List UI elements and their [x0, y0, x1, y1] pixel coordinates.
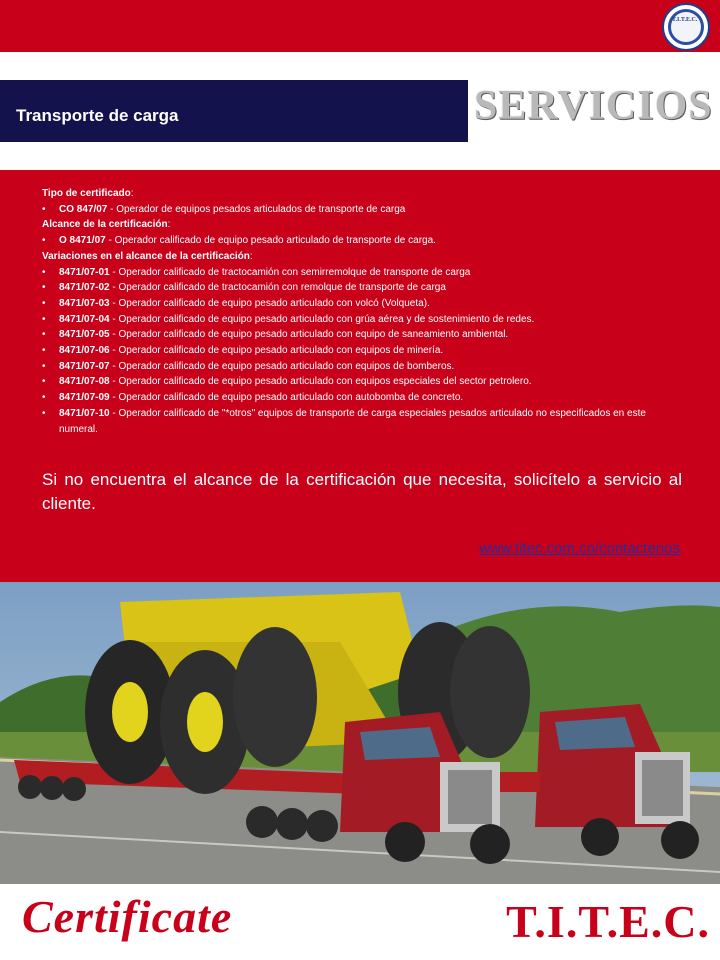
variation-item: • 8471/07-01 - Operador calificado de tractocamión con semirremolque de transporte de carga	[42, 265, 682, 281]
bullet-icon: •	[42, 282, 46, 294]
top-banner	[0, 0, 720, 52]
section-label: Transporte de carga	[16, 106, 179, 125]
variation-item: • 8471/07-03 - Operador calificado de equipo pesado articulado con volcó (Volqueta).	[42, 296, 682, 312]
type-item	[42, 202, 682, 218]
bullet-icon: •	[42, 266, 46, 278]
bullet-icon: •	[42, 297, 46, 309]
titec-seal-logo	[662, 3, 710, 51]
contact-link[interactable]: www.titec.com.co/contactenos	[479, 540, 680, 557]
bullet-icon: •	[42, 345, 46, 357]
bullet-icon: •	[42, 313, 46, 325]
certification-details	[42, 186, 682, 437]
type-code: CO 847/07	[59, 203, 108, 215]
scope-heading: Alcance de la certificación:	[42, 219, 171, 231]
certificate-wordmark: Certificate	[22, 891, 233, 942]
bullet-icon: •	[42, 329, 46, 341]
bullet-icon: •	[42, 235, 46, 247]
variation-item: • 8471/07-10 - Operador calificado de "*otros" equipos de transporte de carga especiales pesados articulado no especificados en este numeral.	[42, 407, 646, 435]
variation-item: • 8471/07-05 - Operador calificado de equipo pesado articulado con equipo de saneamiento ambiental.	[42, 327, 682, 343]
scope-item	[42, 233, 682, 249]
bullet-icon: •	[42, 376, 46, 388]
bullet-icon: •	[42, 360, 46, 372]
bullet-icon: •	[42, 392, 46, 404]
variation-item: • 8471/07-08 - Operador calificado de equipo pesado articulado con equipos especiales del sector petrolero.	[42, 374, 682, 390]
scope-text: - Operador calificado de equipo pesado articulado de transporte de carga.	[105, 235, 436, 247]
variation-item: • 8471/07-02 - Operador calificado de tractocamión con remolque de transporte de carga	[42, 280, 682, 296]
page-title: SERVICIOS	[474, 83, 713, 129]
type-text: - Operador de equipos pesados articulados de transporte de carga	[107, 203, 406, 215]
variation-item: • 8471/07-07 - Operador calificado de equipo pesado articulado con equipos de bomberos.	[42, 359, 682, 375]
scope-code: O 8471/07	[59, 235, 106, 247]
truck-photo	[0, 582, 720, 884]
notice-text: Si no encuentra el alcance de la certificación que necesita, solicítelo a servicio al cliente.	[42, 470, 682, 513]
bullet-icon: •	[42, 203, 46, 215]
seal-text: T.I.T.E.C.	[672, 17, 698, 23]
type-heading: Tipo de certificado:	[42, 188, 134, 199]
variation-item: • 8471/07-06 - Operador calificado de equipo pesado articulado con equipos de minería.	[42, 343, 682, 359]
brand-wordmark: T.I.T.E.C.	[506, 896, 710, 947]
variation-item: • 8471/07-09 - Operador calificado de equipo pesado articulado con autobomba de concreto.	[42, 390, 682, 406]
variations-heading: Variaciones en el alcance de la certificación:	[42, 250, 253, 262]
variation-item: • 8471/07-04 - Operador calificado de equipo pesado articulado con grúa aérea y de sostenimiento de redes.	[42, 312, 682, 328]
bullet-icon: •	[42, 407, 46, 419]
